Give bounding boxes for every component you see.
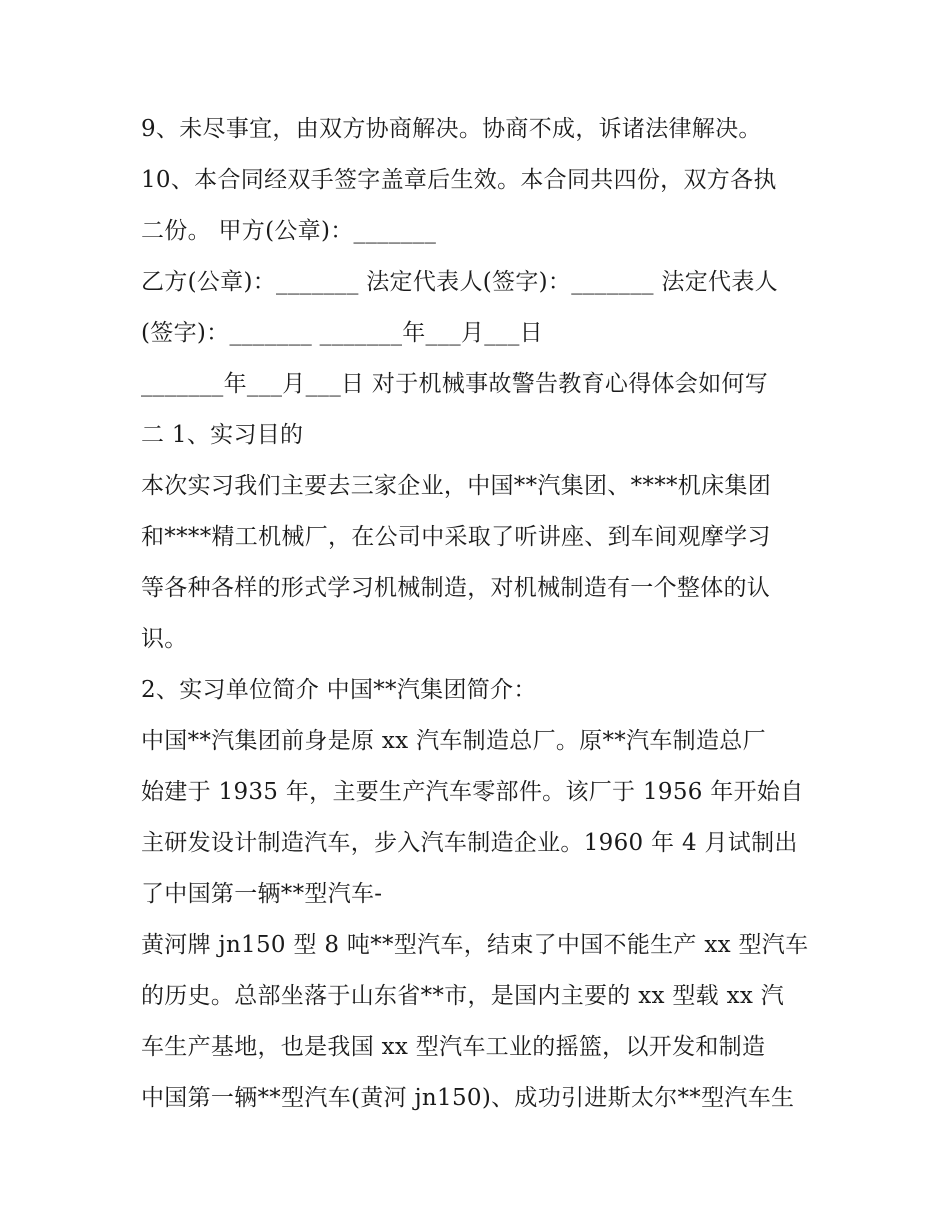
text-line: 主研发设计制造汽车，步入汽车制造企业。1960 年 4 月试制出 [141, 830, 798, 856]
text-line: 本次实习我们主要去三家企业，中国**汽集团、****机床集团 [141, 473, 771, 499]
text-line: (签字)：_______ _______年___月___日 [141, 320, 543, 346]
text-line: 二 1、实习目的 [141, 422, 304, 448]
document-body [141, 104, 821, 1124]
text-line: 黄河牌 jn150 型 8 吨**型汽车，结束了中国不能生产 xx 型汽车 [141, 932, 809, 958]
text-line: 和****精工机械厂，在公司中采取了听讲座、到车间观摩学习 [141, 524, 771, 550]
text-line: 中国第一辆**型汽车(黄河 jn150)、成功引进斯太尔**型汽车生 [141, 1085, 795, 1111]
text-line: 识。 [141, 626, 188, 652]
text-line: 车生产基地，也是我国 xx 型汽车工业的摇篮，以开发和制造 [141, 1034, 766, 1060]
text-line: 10、本合同经双手签字盖章后生效。本合同共四份，双方各执 [141, 167, 777, 193]
text-line: 中国**汽集团前身是原 xx 汽车制造总厂。原**汽车制造总厂 [141, 728, 766, 754]
text-line: 了中国第一辆**型汽车- [141, 881, 383, 907]
text-line: 9、未尽事宜，由双方协商解决。协商不成，诉诸法律解决。 [141, 116, 762, 142]
text-line: 始建于 1935 年，主要生产汽车零部件。该厂于 1956 年开始自 [141, 779, 804, 805]
text-line: 乙方(公章)：_______ 法定代表人(签字)：_______ 法定代表人 [141, 269, 778, 295]
text-line: _______年___月___日 对于机械事故警告教育心得体会如何写 [141, 371, 769, 397]
text-line: 二份。 甲方(公章)：_______ [141, 218, 437, 244]
text-line: 等各种各样的形式学习机械制造，对机械制造有一个整体的认 [141, 575, 771, 601]
text-line: 2、实习单位简介 中国**汽集团简介： [141, 677, 537, 703]
text-line: 的历史。总部坐落于山东省**市，是国内主要的 xx 型载 xx 汽 [141, 983, 785, 1009]
